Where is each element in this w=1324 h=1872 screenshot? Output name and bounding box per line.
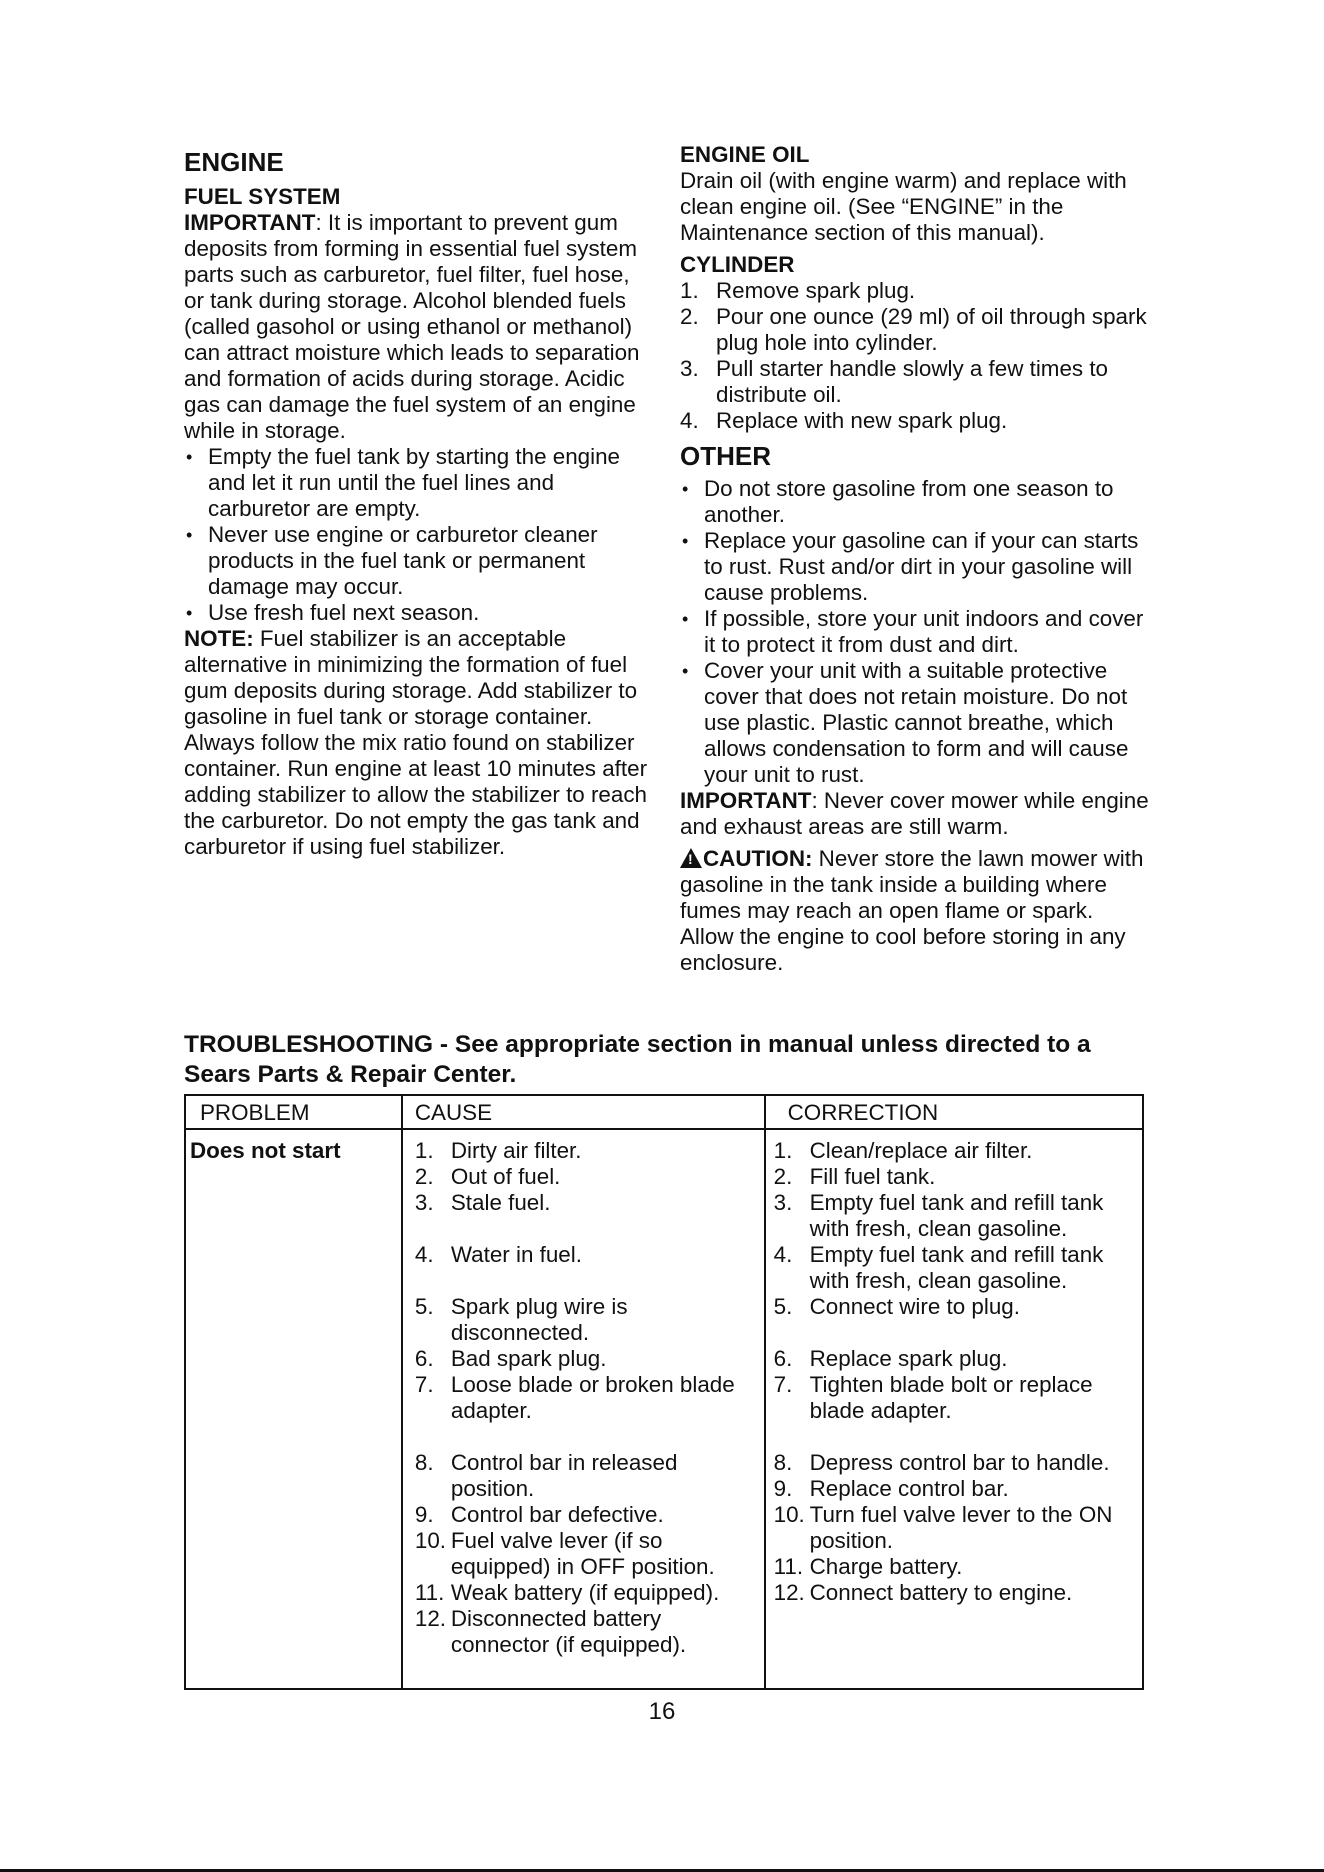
list-item [680, 408, 1150, 434]
note-text: Fuel stabilizer is an acceptable alternative in minimizing the formation of fuel gum deposits during storage. Add stabilizer to gasoline in fuel tank or storage container. Always follow the mix ratio found on stabilizer container. Run engine at least 10 minutes after adding stabilizer to allow the stabilizer to reach the carburetor. Do not empty the gas tank and carburetor if using fuel stabilizer. [184, 626, 648, 859]
list-item: • Cover your unit with a suitable protective cover that does not retain moisture. Do not use plastic. Plastic cannot breathe, which allows condensation to form and will cause your unit to rust. [680, 658, 1150, 788]
item-number: 6. [773, 1346, 793, 1371]
step-number: 4. [680, 408, 699, 433]
fuel-system-heading: FUEL SYSTEM [184, 184, 341, 209]
item-text: Tighten blade bolt or replace blade adapter. [809, 1372, 1093, 1423]
item-number: 7. [773, 1372, 793, 1397]
item-number: 9. [414, 1502, 434, 1527]
list-item [774, 1242, 1142, 1294]
important-text: : It is important to prevent gum deposits from forming in essential fuel system parts such as carburetor, fuel filter, fuel hose, or tank during storage. Alcohol blended fuels (called gasohol or using ethanol or methanol) can attract moisture which leads to separation and formation of acids during storage. Acidic gas can damage the fuel system of an engine while in storage. [184, 210, 640, 443]
item-text: Replace control bar. [809, 1476, 1009, 1501]
other-heading: OTHER [680, 441, 771, 471]
important-label: IMPORTANT [680, 788, 812, 813]
item-text: Connect wire to plug. [809, 1294, 1020, 1319]
item-number: 5. [414, 1294, 434, 1319]
correction-header: CORRECTION [765, 1095, 1143, 1129]
list-item [774, 1346, 1142, 1372]
item-text: Replace spark plug. [809, 1346, 1008, 1371]
item-text: Clean/replace air filter. [809, 1138, 1033, 1163]
correction-cell [765, 1129, 1143, 1689]
caution-paragraph [680, 846, 1150, 976]
list-item [415, 1164, 764, 1190]
cause-header: CAUSE [402, 1095, 765, 1129]
right-column [680, 142, 1150, 976]
list-item [415, 1372, 764, 1424]
warning-triangle-icon [680, 848, 702, 868]
item-number: 12. [773, 1580, 805, 1605]
item-number: 2. [773, 1164, 793, 1189]
list-item [774, 1190, 1142, 1242]
fuel-system-bullet-list [184, 444, 654, 626]
list-item: • If possible, store your unit indoors and cover it to protect it from dust and dirt. [680, 606, 1150, 658]
list-item [415, 1346, 764, 1372]
engine-oil-heading: ENGINE OIL [680, 142, 810, 167]
step-number: 1. [680, 278, 699, 303]
note-label: NOTE: [184, 626, 254, 651]
list-item: • Do not store gasoline from one season to another. [680, 476, 1150, 528]
list-item: • Empty the fuel tank by starting the engine and let it run until the fuel lines and carburetor are empty. [184, 444, 654, 522]
list-item [415, 1138, 764, 1164]
list-item [680, 278, 1150, 304]
list-item [415, 1606, 764, 1658]
item-number: 5. [773, 1294, 793, 1319]
list-item [415, 1580, 764, 1606]
list-item [415, 1528, 764, 1580]
list-item [774, 1372, 1142, 1424]
item-number: 1. [414, 1138, 434, 1163]
item-number: 9. [773, 1476, 793, 1501]
list-item [415, 1190, 764, 1216]
fuel-system-important-paragraph [184, 210, 654, 444]
list-item [774, 1476, 1142, 1502]
left-column [184, 142, 654, 860]
list-item [774, 1138, 1142, 1164]
item-number: 10. [414, 1528, 447, 1553]
caution-label: CAUTION: [703, 846, 813, 871]
note-paragraph [184, 626, 654, 860]
list-item [774, 1294, 1142, 1320]
list-item [680, 304, 1150, 356]
item-number: 6. [414, 1346, 434, 1371]
list-item [415, 1502, 764, 1528]
item-number: 12. [414, 1606, 447, 1631]
item-text: Depress control bar to handle. [809, 1450, 1110, 1475]
problem-cell [185, 1129, 402, 1689]
table-row [185, 1129, 1143, 1689]
engine-oil-text: Drain oil (with engine warm) and replace with clean engine oil. (See “ENGINE” in the Maintenance section of this manual). [680, 168, 1127, 245]
item-text: Water in fuel. [450, 1242, 582, 1267]
cylinder-heading: CYLINDER [680, 252, 795, 277]
list-item [774, 1164, 1142, 1190]
storage-important-paragraph [680, 788, 1150, 840]
step-text: Pull starter handle slowly a few times to distribute oil. [716, 356, 1109, 407]
list-item: • Never use engine or carburetor cleaner products in the fuel tank or permanent damage may occur. [184, 522, 654, 600]
item-text: Fill fuel tank. [809, 1164, 936, 1189]
list-item [774, 1554, 1142, 1580]
item-number: 3. [773, 1190, 793, 1215]
item-text: Empty fuel tank and refill tank with fresh, clean gasoline. [809, 1242, 1104, 1293]
troubleshooting-table [184, 1094, 1144, 1690]
item-text: Bad spark plug. [450, 1346, 607, 1371]
step-text: Pour one ounce (29 ml) of oil through spark plug hole into cylinder. [716, 304, 1147, 355]
item-text: Fuel valve lever (if so equipped) in OFF position. [450, 1528, 715, 1579]
item-number: 11. [414, 1580, 445, 1605]
cause-cell [402, 1129, 765, 1689]
step-number: 3. [680, 356, 699, 381]
other-bullet-list [680, 476, 1150, 788]
page-number: 16 [648, 1698, 676, 1725]
important-label: IMPORTANT [184, 210, 316, 235]
item-text: Turn fuel valve lever to the ON position. [809, 1502, 1113, 1553]
list-item [774, 1580, 1142, 1606]
item-number: 2. [414, 1164, 434, 1189]
list-item [415, 1294, 764, 1346]
item-text: Stale fuel. [450, 1190, 551, 1215]
list-item [415, 1450, 764, 1502]
correction-list [766, 1138, 1142, 1606]
item-text: Spark plug wire is disconnected. [450, 1294, 628, 1345]
item-text: Connect battery to engine. [809, 1580, 1073, 1605]
table-header-row [185, 1095, 1143, 1129]
step-number: 2. [680, 304, 699, 329]
list-item [774, 1450, 1142, 1476]
item-text: Empty fuel tank and refill tank with fresh, clean gasoline. [809, 1190, 1104, 1241]
caution-text: Never store the lawn mower with gasoline in the tank inside a building where fumes may reach an open flame or spark. Allow the engine to cool before storing in any enclosure. [680, 846, 1144, 975]
list-item: • Use fresh fuel next season. [184, 600, 654, 626]
list-item: • Replace your gasoline can if your can starts to rust. Rust and/or dirt in your gasoline will cause problems. [680, 528, 1150, 606]
cause-list [403, 1138, 764, 1658]
item-number: 7. [414, 1372, 434, 1397]
item-text: Loose blade or broken blade adapter. [450, 1372, 735, 1423]
step-text: Replace with new spark plug. [716, 408, 1008, 433]
list-item [774, 1502, 1142, 1554]
item-number: 1. [773, 1138, 793, 1163]
item-text: Control bar defective. [450, 1502, 664, 1527]
troubleshooting-title: TROUBLESHOOTING - See appropriate section in manual unless directed to a Sears Parts & Repair Center. [184, 1031, 1091, 1088]
list-item [415, 1242, 764, 1268]
item-text: Control bar in released position. [450, 1450, 678, 1501]
item-text: Charge battery. [809, 1554, 963, 1579]
item-number: 3. [414, 1190, 434, 1215]
cylinder-steps [680, 278, 1150, 434]
item-number: 11. [773, 1554, 804, 1579]
item-text: Weak battery (if equipped). [450, 1580, 720, 1605]
problem-text: Does not start [190, 1138, 341, 1163]
list-item [680, 356, 1150, 408]
item-text: Out of fuel. [450, 1164, 561, 1189]
item-number: 4. [414, 1242, 434, 1267]
item-number: 4. [773, 1242, 793, 1267]
item-number: 10. [773, 1502, 805, 1527]
important-text: : Never cover mower while engine and exhaust areas are still warm. [680, 788, 1149, 839]
item-number: 8. [773, 1450, 793, 1475]
item-text: Disconnected battery connector (if equipped). [450, 1606, 687, 1657]
item-text: Dirty air filter. [450, 1138, 582, 1163]
item-number: 8. [414, 1450, 434, 1475]
engine-heading: ENGINE [184, 147, 284, 177]
problem-header: PROBLEM [185, 1095, 402, 1129]
step-text: Remove spark plug. [716, 278, 916, 303]
